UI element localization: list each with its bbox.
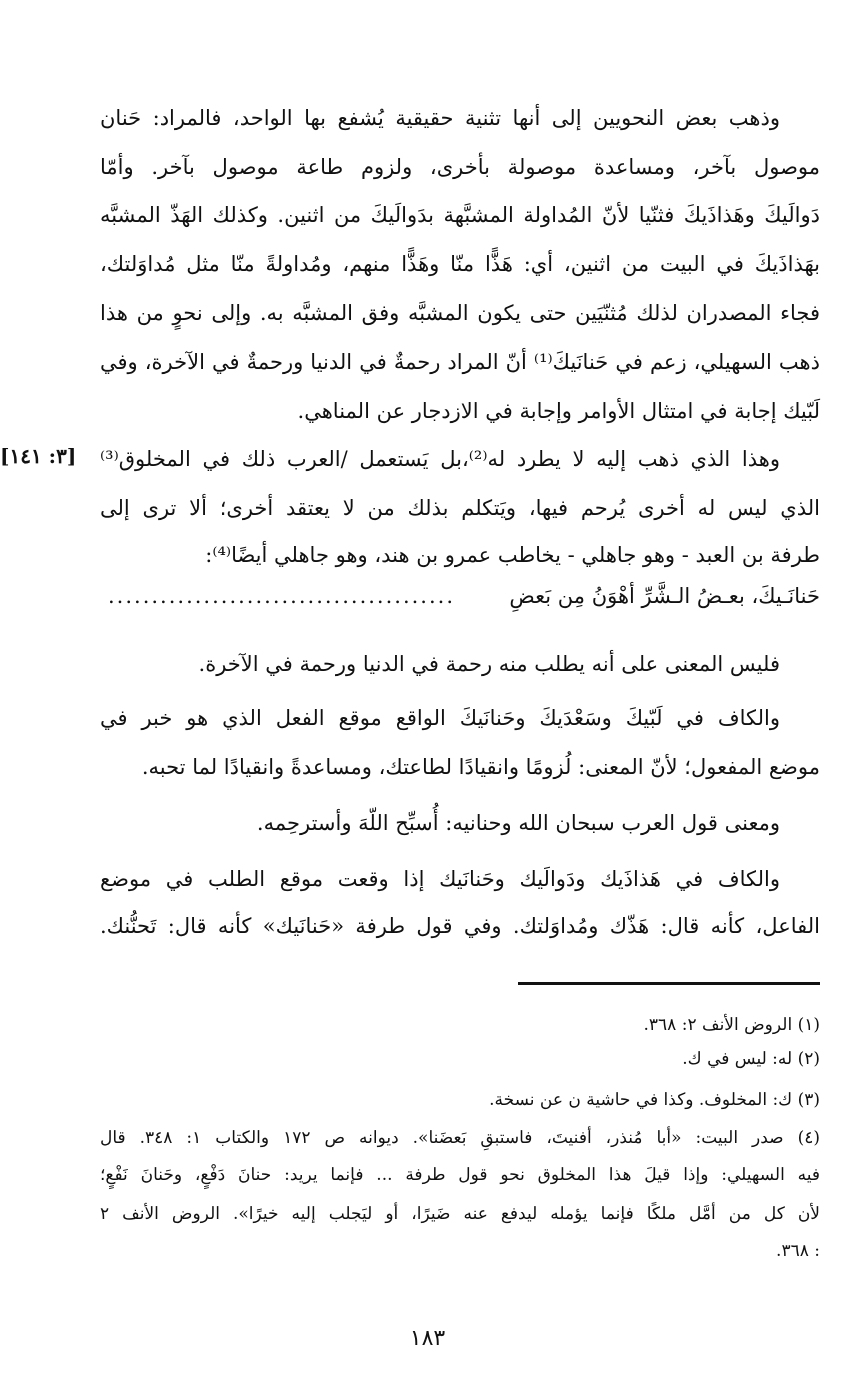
footnote-2: (٢) له: ليس في ك. [682,1049,820,1069]
body-line-8: وهذا الذي ذهب إليه لا يطرد له⁽²⁾،بل يَستعمل /العرب ذلك في المخلوق⁽³⁾ [100,447,781,471]
body-line-11: فليس المعنى على أنه يطلب منه رحمة في الدنيا ورحمة في الآخرة. [198,652,780,676]
body-line-14: ومعنى قول العرب سبحان الله وحنانيه: أُسبِّح اللّهَ وأسترحِمه. [256,811,780,835]
verse-line: حَنانَـيكَ، بعـضُ الـشَّرِّ أهْوَنُ مِن بَعضِ [509,584,820,608]
footnote-3: (٣) ك: المخلوف. وكذا في حاشية ن عن نسخة. [489,1090,820,1110]
margin-reference: [٣: ١٤١] [0,444,77,468]
body-line-9: الذي ليس له أخرى يُرحم فيها، ويَتكلم بذلك من لا يعتقد أخرى؛ ألا ترى إلى [100,496,820,520]
body-line-5: فجاء المصدران لذلك مُثنّيَين حتى يكون المشبَّه وفق المشبَّه به. وإلى نحوٍ من هذا [100,301,820,325]
footnote-1: (١) الروض الأنف ٢: ٣٦٨. [643,1015,820,1035]
body-line-2: موصول بآخر، ومساعدة موصولة بأخرى، ولزوم طاعة موصول بآخر. وأمّا [100,155,820,179]
body-line-10: طرفة بن العبد - وهو جاهلي - يخاطب عمرو بن هند، وهو جاهلي أيضًا⁽⁴⁾: [205,543,820,567]
footnote-4-line-2: فيه السهيلي: وإذا قيلَ هذا المخلوق نحو قول طرفة ... فإنما يريد: حنانَ دَفْعٍ، وحَنانَ نَفْعٍ؛ [100,1165,820,1185]
body-line-4: بهَذاذَيكَ في البيت من اثنين، أي: هَذًّا منّا وهَذًّا منهم، ومُداولةً منّا مثل مُداوَلتك، [100,252,820,276]
body-line-3: دَوالَيكَ وهَذاذَيكَ فثنّيا لأنّ المُداولة المشبَّهة بدَوالَيكَ من اثنين. وكذلك الهَذّ المشبَّه [100,203,820,227]
page-number: ١٨٣ [409,1326,446,1351]
body-line-13: موضع المفعول؛ لأنّ المعنى: لُزومًا وانقيادًا لطاعتك، ومساعدةً وانقيادًا لما تحبه. [141,755,820,779]
body-line-12: والكاف في لَبّيكَ وسَعْدَيكَ وحَنانَيكَ الواقع موقع الفعل الذي هو خبر في [100,706,780,730]
footnote-4-line-3: لأن كل من أمَّل ملكًا فإنما يؤمله ليدفع عنه ضَيرًا، أو ليَجلب إليه خيرًا». الروض الأنف ٢ [100,1204,820,1224]
body-line-1: وذهب بعض النحويين إلى أنها تثنية حقيقية يُشفع بها الواحد، فالمراد: حَنان [100,106,780,130]
body-line-15: والكاف في هَذاذَيك ودَوالَيك وحَنانَيك إذا وقعت موقع الطلب في موضع [100,867,780,891]
footnote-separator [518,982,820,985]
body-line-16: الفاعل، كأنه قال: هَذّك ومُداوَلتك. وفي قول طرفة «حَنانَيك» كأنه قال: تَحنُّنك. [100,914,820,938]
footnote-4-line-4: : ٣٦٨. [776,1241,820,1261]
body-line-7: لَبّيك إجابة في امتثال الأوامر وإجابة في الازدجار عن المناهي. [297,399,820,423]
footnote-4-line-1: (٤) صدر البيت: «أبا مُنذر، أفنيتَ، فاستبقِ بَعضَنا». ديوانه ص ١٧٢ والكتاب ١: ٣٤٨. قال [100,1128,821,1148]
verse-ellipsis: ........................................ [108,584,456,608]
body-line-6: ذهب السهيلي، زعم في حَنانَيكَ⁽¹⁾ أنّ المراد رحمةٌ في الدنيا ورحمةٌ في الآخرة، وفي [100,350,820,374]
